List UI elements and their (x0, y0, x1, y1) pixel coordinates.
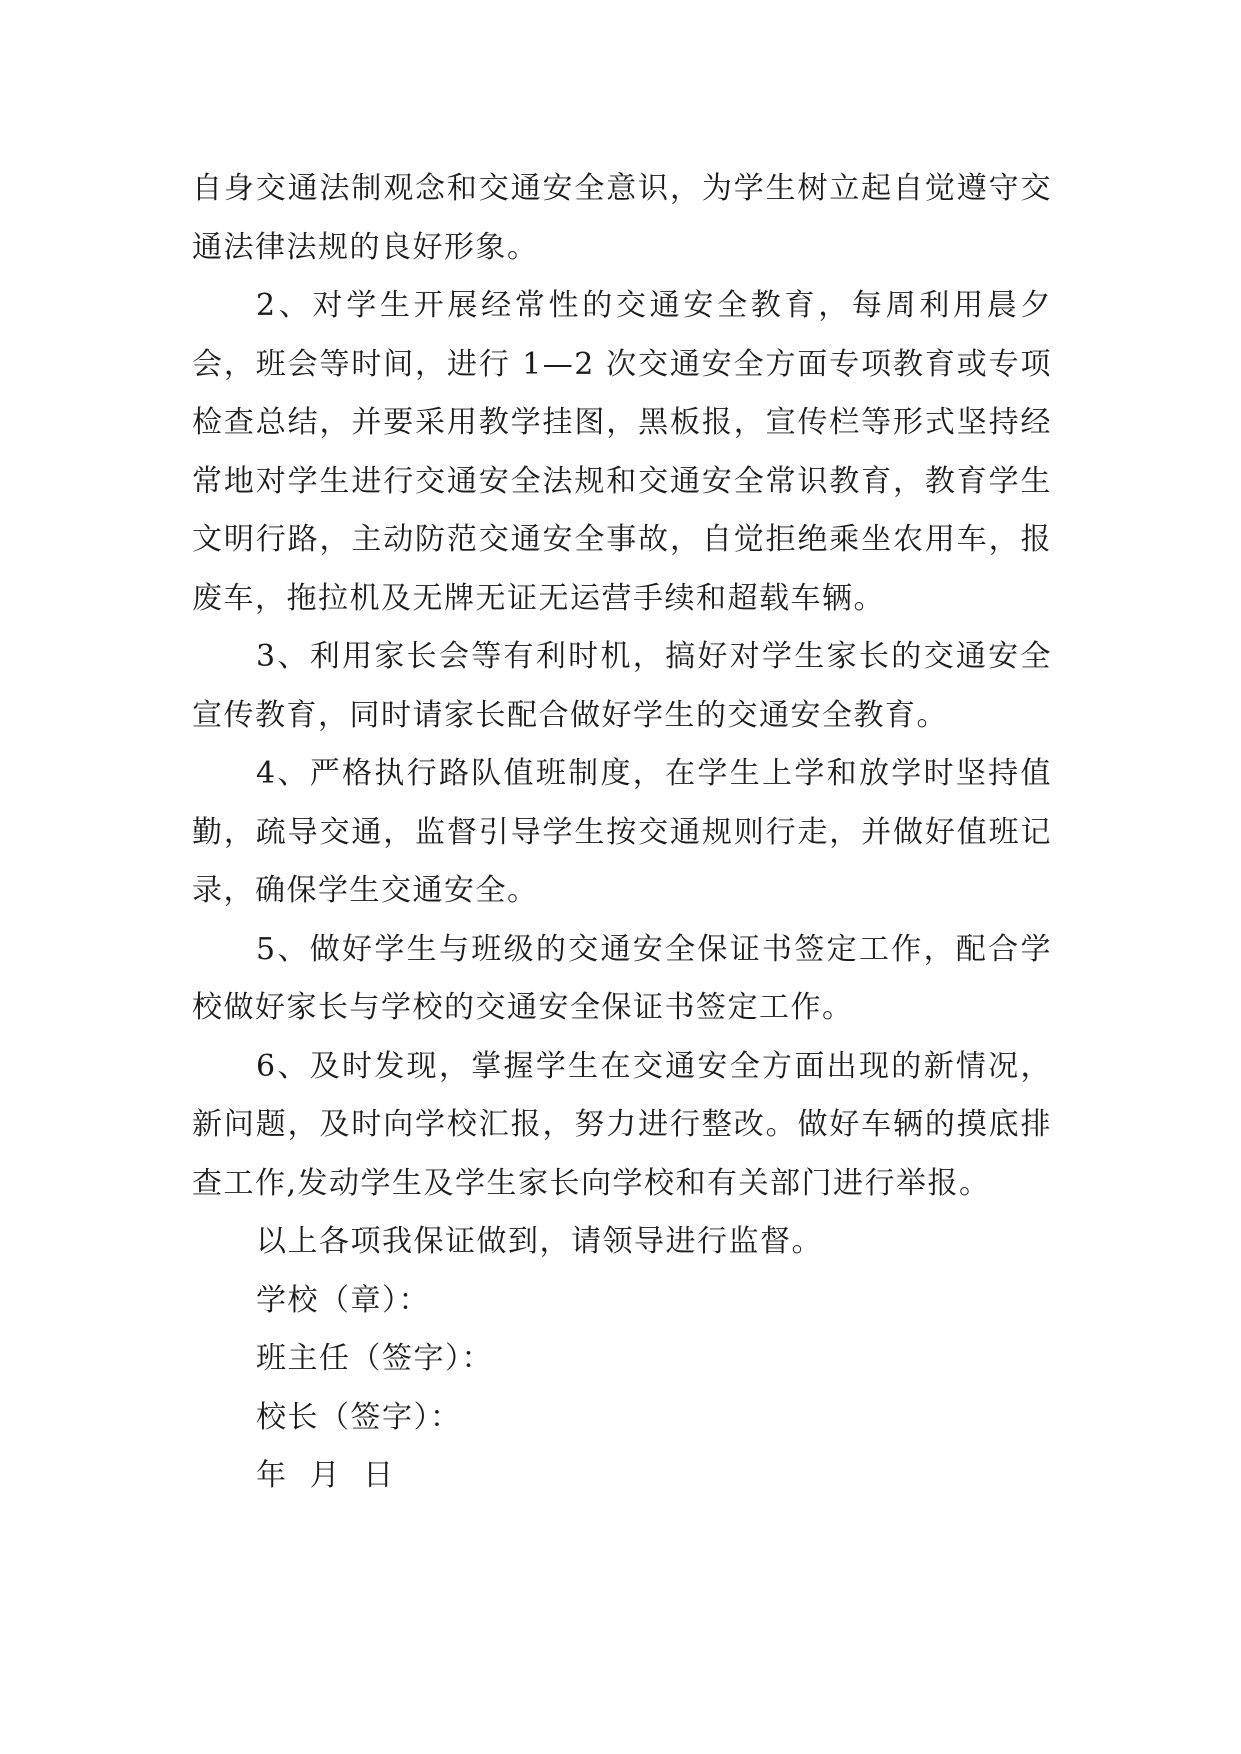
paragraph-item-4: 4、严格执行路队值班制度，在学生上学和放学时坚持值勤，疏导交通，监督引导学生按交通规则行走，并做好值班记录，确保学生交通安全。 (192, 756, 1052, 908)
paragraph-item-2: 2、对学生开展经常性的交通安全教育，每周利用晨夕会，班会等时间，进行 1—2 次交通安全方面专项教育或专项检查总结，并要采用教学挂图，黑板报，宣传栏等形式坚持经常地对学生进行交通安全法规和交通安全常识教育，教育学生文明行路，主动防范交通安全事故，自觉拒绝乘坐农用车，报废车，拖拉机及无牌无证无运营手续和超载车辆。 (192, 288, 1052, 616)
paragraph-item-6: 6、及时发现，掌握学生在交通安全方面出现的新情况，新问题，及时向学校汇报，努力进行整改。做好车辆的摸底排查工作,发动学生及学生家长向学校和有关部门进行举报。 (192, 1048, 1052, 1201)
document-body (192, 160, 1052, 1506)
paragraph-continuation: 自身交通法制观念和交通安全意识，为学生树立起自觉遵守交通法律法规的良好形象。 (192, 171, 1052, 265)
paragraph-item-3: 3、利用家长会等有利时机，搞好对学生家长的交通安全宣传教育，同时请家长配合做好学生的交通安全教育。 (192, 639, 1052, 733)
head-teacher-signature-line: 班主任（签字）： (256, 1341, 493, 1376)
paragraph-item-5: 5、做好学生与班级的交通安全保证书签定工作，配合学校做好家长与学校的交通安全保证书签定工作。 (192, 931, 1052, 1025)
closing-statement: 以上各项我保证做到，请领导进行监督。 (256, 1224, 823, 1259)
principal-signature-line: 校长（签字）： (256, 1399, 462, 1435)
date-line: 年 月 日 (256, 1458, 395, 1493)
school-seal-line: 学校（章）： (256, 1282, 430, 1318)
